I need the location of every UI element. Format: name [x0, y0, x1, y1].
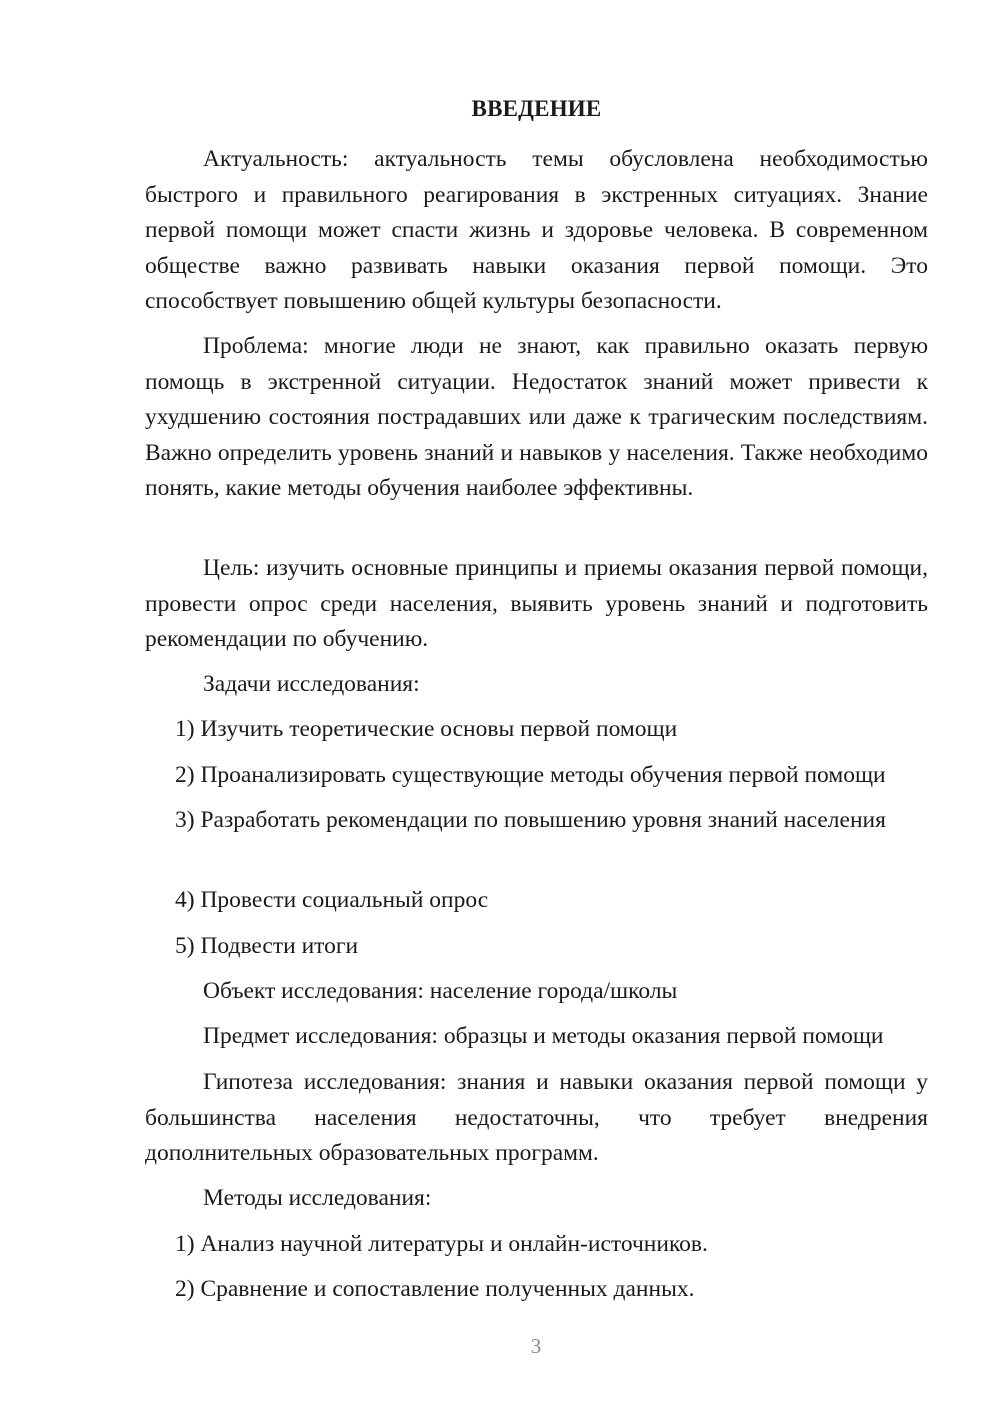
task-item: 5) Подвести итоги — [175, 933, 359, 959]
page-number: 3 — [530, 1334, 542, 1358]
methods-title: Методы исследования: — [203, 1185, 432, 1211]
task-item: 4) Провести социальный опрос — [175, 887, 489, 913]
method-item: 2) Сравнение и сопоставление полученных данных. — [175, 1276, 695, 1302]
relevance-paragraph: Актуальность: актуальность темы обусловлена необходимостью быстрого и правильного реагирования в экстренных ситуациях. Знание первой помощи может спасти жизнь и здоровье человека. В современном обществе важно развивать навыки оказания первой помощи. Это способствует повышению общей культуры безопасности. — [145, 146, 928, 314]
problem-paragraph: Проблема: многие люди не знают, как правильно оказать первую помощь в экстренной ситуации. Недостаток знаний может привести к ухудшению состояния пострадавших или даже к трагическим последствиям. Важно определить уровень знаний и навыков у населения. Также необходимо понять, какие методы обучения наиболее эффективны. — [145, 333, 928, 501]
subject-line: Предмет исследования: образцы и методы оказания первой помощи — [203, 1023, 884, 1049]
tasks-title: Задачи исследования: — [203, 671, 420, 697]
task-item: 3) Разработать рекомендации по повышению уровня знаний населения — [175, 807, 886, 833]
goal-paragraph: Цель: изучить основные принципы и приемы оказания первой помощи, провести опрос среди населения, выявить уровень знаний и подготовить рекомендации по обучению. — [145, 555, 928, 652]
task-item: 1) Изучить теоретические основы первой помощи — [175, 716, 678, 742]
page-title: ВВЕДЕНИЕ — [471, 96, 602, 121]
object-line: Объект исследования: население города/школы — [203, 978, 678, 1004]
hypothesis-paragraph: Гипотеза исследования: знания и навыки оказания первой помощи у большинства населения недостаточны, что требует внедрения дополнительных образовательных программ. — [145, 1069, 928, 1166]
method-item: 1) Анализ научной литературы и онлайн-источников. — [175, 1231, 708, 1257]
task-item: 2) Проанализировать существующие методы обучения первой помощи — [175, 762, 886, 788]
